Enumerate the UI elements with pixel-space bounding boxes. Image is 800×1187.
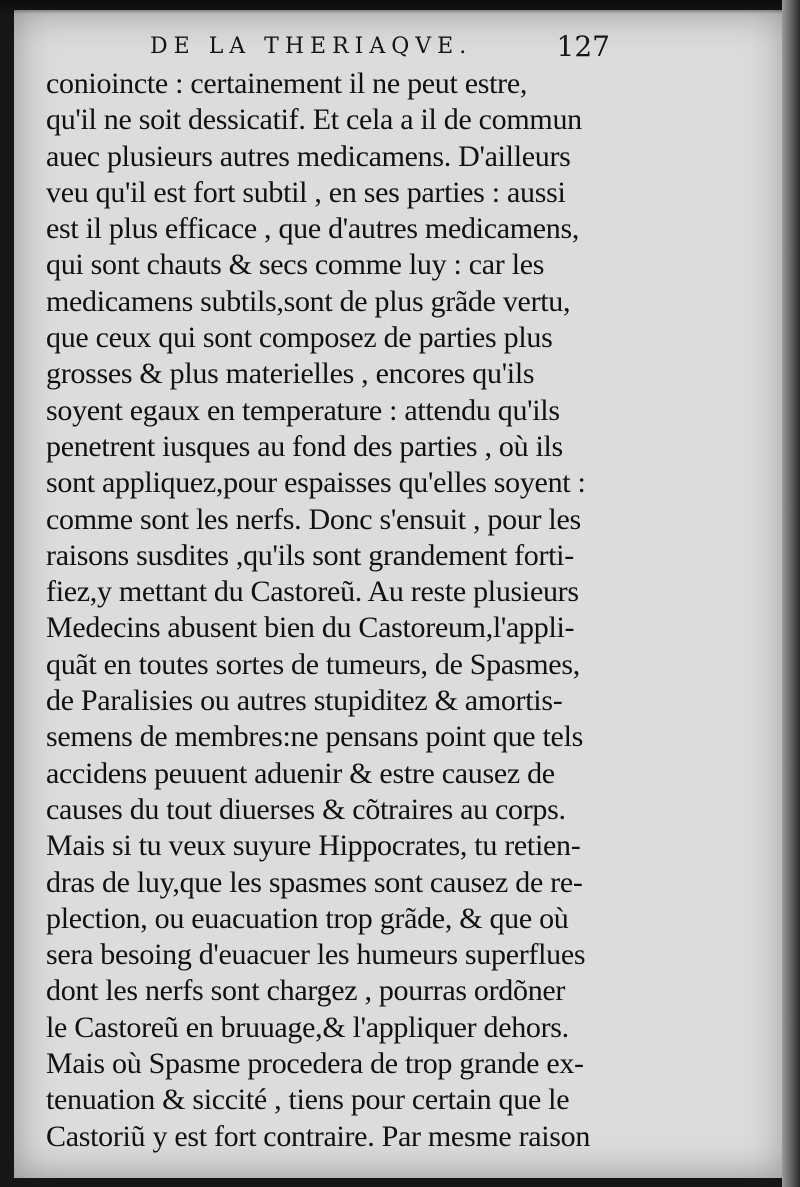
text-line: dras de luy,que les spasmes sont causez de re-: [46, 865, 583, 899]
text-line: quãt en toutes sortes de tumeurs, de Spasmes,: [46, 647, 580, 681]
text-line: raisons susdites ,qu'ils sont grandement forti-: [46, 538, 574, 572]
text-line: causes du tout diuerses & cõtraires au corps.: [46, 792, 566, 826]
text-line: soyent egaux en temperature : attendu qu'ils: [46, 393, 560, 427]
text-line: comme sont les nerfs. Donc s'ensuit , pour les: [46, 502, 581, 536]
text-line: Medecins abusent bien du Castoreum,l'appli-: [46, 611, 575, 645]
text-line: conioincte : certainement il ne peut estre,: [46, 67, 528, 100]
text-line: le Castoreũ en bruuage,& l'appliquer dehors.: [46, 1010, 569, 1044]
text-line: semens de membres:ne pensans point que tels: [46, 720, 583, 754]
text-line: est il plus efficace , que d'autres medicamens,: [46, 212, 580, 246]
text-line: plection, ou euacuation trop grãde, & que où: [46, 901, 569, 935]
text-line: dont les nerfs sont chargez , pourras ordõner: [46, 974, 566, 1008]
body-text: [46, 66, 646, 1155]
text-line: sera besoing d'euacuer les humeurs superflues: [46, 938, 586, 972]
text-line: de Paralisies ou autres stupiditez & amortis-: [46, 684, 563, 718]
text-line: auec plusieurs autres medicamens. D'ailleurs: [46, 139, 571, 173]
text-line: veu qu'il est fort subtil , en ses parties : aussi: [46, 175, 566, 209]
page-edge: [782, 0, 800, 1187]
text-line: que ceux qui sont composez de parties plus: [46, 321, 553, 355]
text-line: penetrent iusques au fond des parties , où ils: [46, 429, 563, 463]
text-line: sont appliquez,pour espaisses qu'elles soyent :: [46, 466, 586, 500]
text-line: grosses & plus materielles , encores qu'ils: [46, 357, 535, 391]
text-line: Castoriũ y est fort contraire. Par mesme raison: [46, 1119, 591, 1153]
text-line: tenuation & siccité , tiens pour certain que le: [46, 1083, 570, 1117]
text-line: fiez,y mettant du Castoreũ. Au reste plusieurs: [46, 575, 579, 609]
text-line: accidens peuuent aduenir & estre causez de: [46, 756, 555, 790]
text-line: qu'il ne soit dessicatif. Et cela a il de commun: [46, 103, 582, 137]
text-line: medicamens subtils,sont de plus grãde vertu,: [46, 284, 571, 318]
running-head: [150, 30, 630, 70]
text-line: Mais où Spasme procedera de trop grande ex-: [46, 1047, 584, 1081]
page-number: 127: [556, 30, 610, 63]
text-line: Mais si tu veux suyure Hippocrates, tu retien-: [46, 829, 581, 863]
top-edge-shadow: [0, 0, 800, 14]
running-head-title: DE LA THERIAQVE.: [150, 34, 473, 59]
text-line: qui sont chauts & secs comme luy : car les: [46, 248, 545, 282]
